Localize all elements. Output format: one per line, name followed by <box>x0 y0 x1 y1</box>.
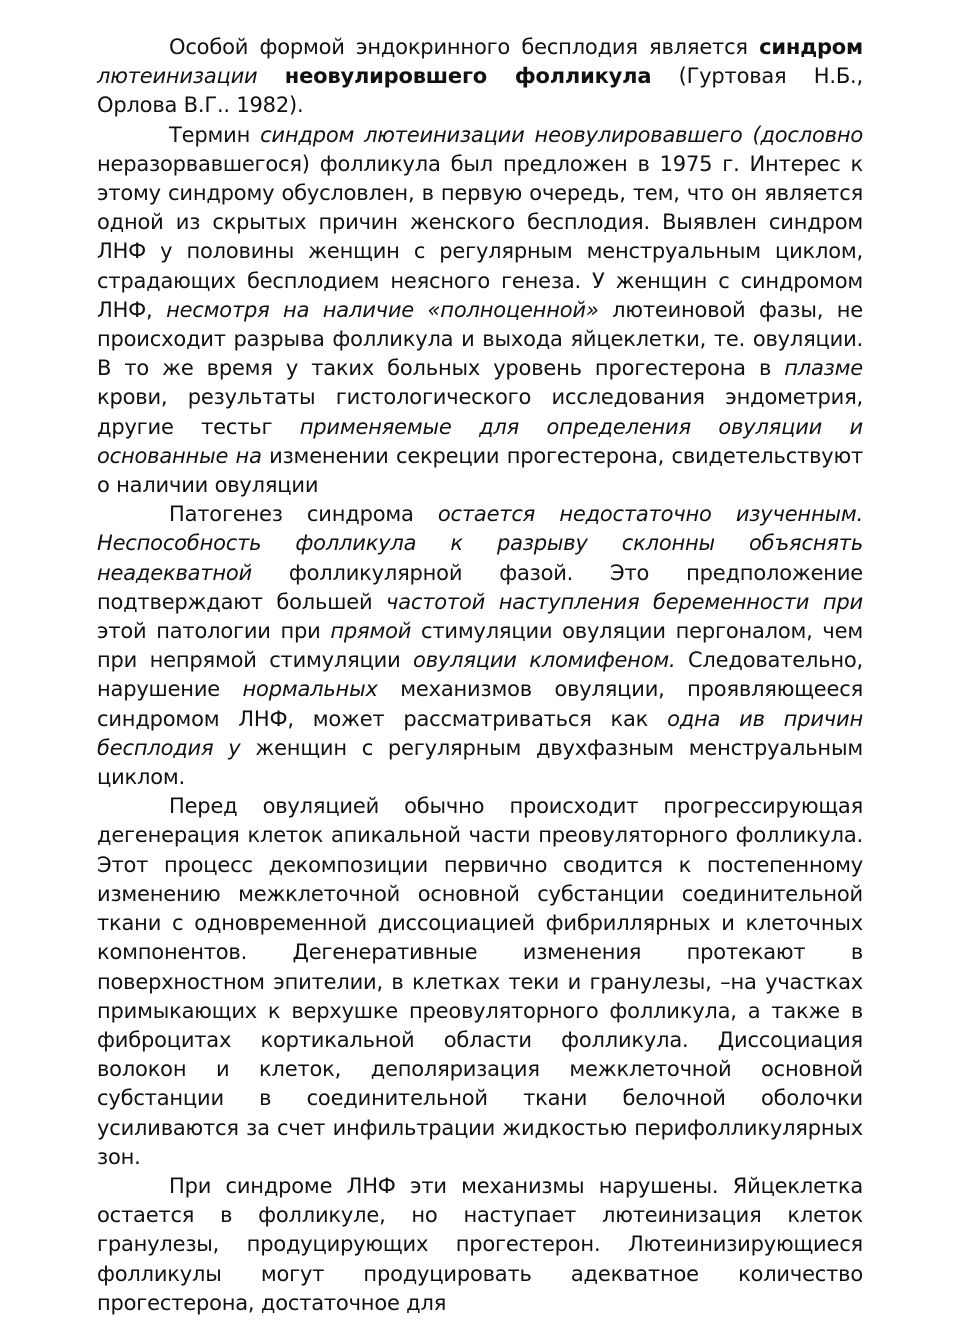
text-run: изменении секреции прогестерона, свидетельствуют о наличии овуляции <box>97 443 863 498</box>
text-run: Следовательно, нарушение <box>97 648 863 702</box>
text-run-italic: нормальных <box>242 677 378 702</box>
text-run-italic: синдром лютеинизации неовулировавшего (дословно <box>260 122 864 147</box>
text-run: Особой формой эндокринного бесплодия является <box>169 35 760 59</box>
text-run-italic: овуляции кломифеном. <box>413 648 676 673</box>
document-page <box>97 33 863 1318</box>
text-run <box>258 64 285 88</box>
text-run: Термин <box>169 122 261 147</box>
text-run: неразорвавшегося) фолликула был предложен в 1975 г. Интерес к этому синдрому обусловлен, в первую очередь, тем, что он является одной из скрытых причин женского бесплодия. Выявлен синдром ЛНФ у половины женщин с регулярным менструальным циклом, страдающих бесплодием неясного генеза. У женщин с синдромом ЛНФ, <box>97 151 863 322</box>
paragraph-1 <box>97 33 863 121</box>
text-run-italic: остается недостаточно изученным. Неспособность фолликула к разрыву склонны объяснять неадекватной <box>97 502 863 585</box>
text-run-italic: прямой <box>330 619 412 644</box>
text-run-italic: лютеинизации <box>97 64 258 89</box>
text-run: Патогенез синдрома <box>169 502 438 527</box>
text-run: лютеиновой фазы, не происходит разрыва фолликула и выхода яйцеклетки, те. овуляции. В то же время у таких больных уровень прогестерона в <box>97 297 864 381</box>
paragraph-2 <box>97 121 863 501</box>
text-run: Перед овуляцией обычно происходит прогрессирующая дегенерация клеток апикальной части преовуляторного фолликула. Этот процесс декомпозиции первично сводится к постепенному изменению межклеточной основной субстанции соединительной ткани с одновременной диссоциацией фибриллярных и клеточных компонентов. Дегенеративные изменения протекают в поверхностном эпителии, в клетках теки и гранулезы, –на участках примыкающих к верхушке преовуляторного фолликула, а также в фиброцитах кортикальной области фолликула. Диссоциация волокон и клеток, деполяризация межклеточной основной субстанции в соединительной ткани белочной оболочки усиливаются за счет инфильтрации жидкостью перифолликулярных зон. <box>97 794 863 1169</box>
text-run-italic: применяемые для определения овуляции и основанные на <box>97 414 863 468</box>
text-run: крови, результаты гистологического исследования эндометрия, другие тестьг <box>97 385 863 439</box>
text-run: женщин с регулярным двухфазным менструальным циклом. <box>97 735 863 790</box>
text-run-italic: плазме <box>784 356 863 381</box>
paragraph-4 <box>97 792 863 1172</box>
paragraph-3 <box>97 500 863 792</box>
text-run: стимуляции овуляции пергоналом, чем при непрямой стимуляции <box>97 619 864 673</box>
text-run: этой патологии при <box>97 619 331 644</box>
text-run: механизмов овуляции, проявляющееся синдромом ЛНФ, может рассматриваться как <box>97 677 863 731</box>
text-run: При синдроме ЛНФ эти механизмы нарушены. Яйцеклетка остается в фолликуле, но наступает лютеинизация клеток гранулезы, продуцирующих прогестерон. Лютеинизирующиеся фолликулы могут продуцировать адекватное количество прогестерона, достаточное для <box>97 1173 863 1315</box>
text-run-italic: частотой наступления беременности при <box>386 589 863 614</box>
paragraph-5 <box>97 1172 863 1318</box>
text-run-italic: одна ив причин бесплодия у <box>97 706 863 760</box>
text-run-bold: синдром <box>759 35 863 59</box>
text-run: (Гуртовая Н.Б., Орлова В.Г.. 1982). <box>97 64 863 118</box>
text-run-bold: неовулировшего фолликула <box>284 64 652 89</box>
text-run-italic: несмотря на наличие «полноценной» <box>166 297 599 322</box>
text-run: фолликулярной фазой. Это предположение подтверждают большей <box>97 560 863 614</box>
